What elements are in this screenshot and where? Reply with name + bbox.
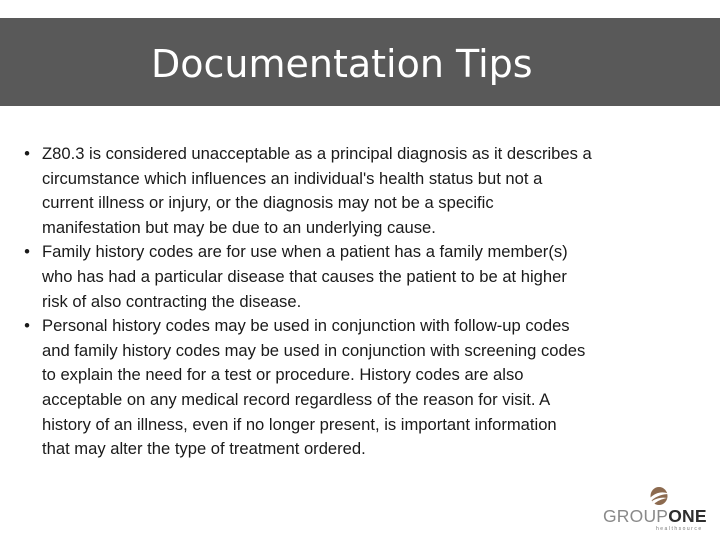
bullet-list bbox=[20, 142, 660, 462]
logo-word-one: ONE bbox=[668, 506, 707, 526]
slide-title: Documentation Tips bbox=[151, 42, 533, 86]
bullet-dot: • bbox=[24, 242, 30, 262]
bullet-line: current illness or injury, or the diagnosis may not be a specific bbox=[42, 193, 494, 213]
logo-tagline: healthsource bbox=[656, 526, 703, 532]
bullet-line: that may alter the type of treatment ordered. bbox=[42, 439, 366, 459]
bullet-line: Personal history codes may be used in conjunction with follow-up codes bbox=[42, 316, 570, 336]
bullet-line: Z80.3 is considered unacceptable as a principal diagnosis as it describes a bbox=[42, 144, 592, 163]
bullet-line: history of an illness, even if no longer present, is important information bbox=[42, 414, 557, 434]
logo-wordmark bbox=[603, 506, 707, 526]
bullet-item bbox=[20, 142, 660, 240]
swoosh-logo-icon bbox=[648, 486, 670, 506]
bullet-item bbox=[20, 314, 660, 462]
bullet-dot: • bbox=[24, 144, 30, 163]
bullet-line: circumstance which influences an individual's health status but not a bbox=[42, 168, 543, 188]
bullet-item bbox=[20, 240, 660, 314]
bullet-line: and family history codes may be used in conjunction with screening codes bbox=[42, 340, 586, 360]
group-one-logo bbox=[600, 486, 716, 534]
bullet-line: to explain the need for a test or procedure. History codes are also bbox=[42, 365, 524, 385]
bullet-line: risk of also contracting the disease. bbox=[42, 291, 302, 311]
logo-word-group: GROUP bbox=[603, 506, 669, 526]
bullet-line: who has had a particular disease that causes the patient to be at higher bbox=[42, 266, 567, 286]
bullet-line: acceptable on any medical record regardless of the reason for visit. A bbox=[42, 389, 551, 409]
bullet-line: manifestation but may be due to an underlying cause. bbox=[42, 217, 436, 237]
bullet-line: Family history codes are for use when a patient has a family member(s) bbox=[42, 242, 568, 262]
bullet-dot: • bbox=[24, 316, 30, 336]
